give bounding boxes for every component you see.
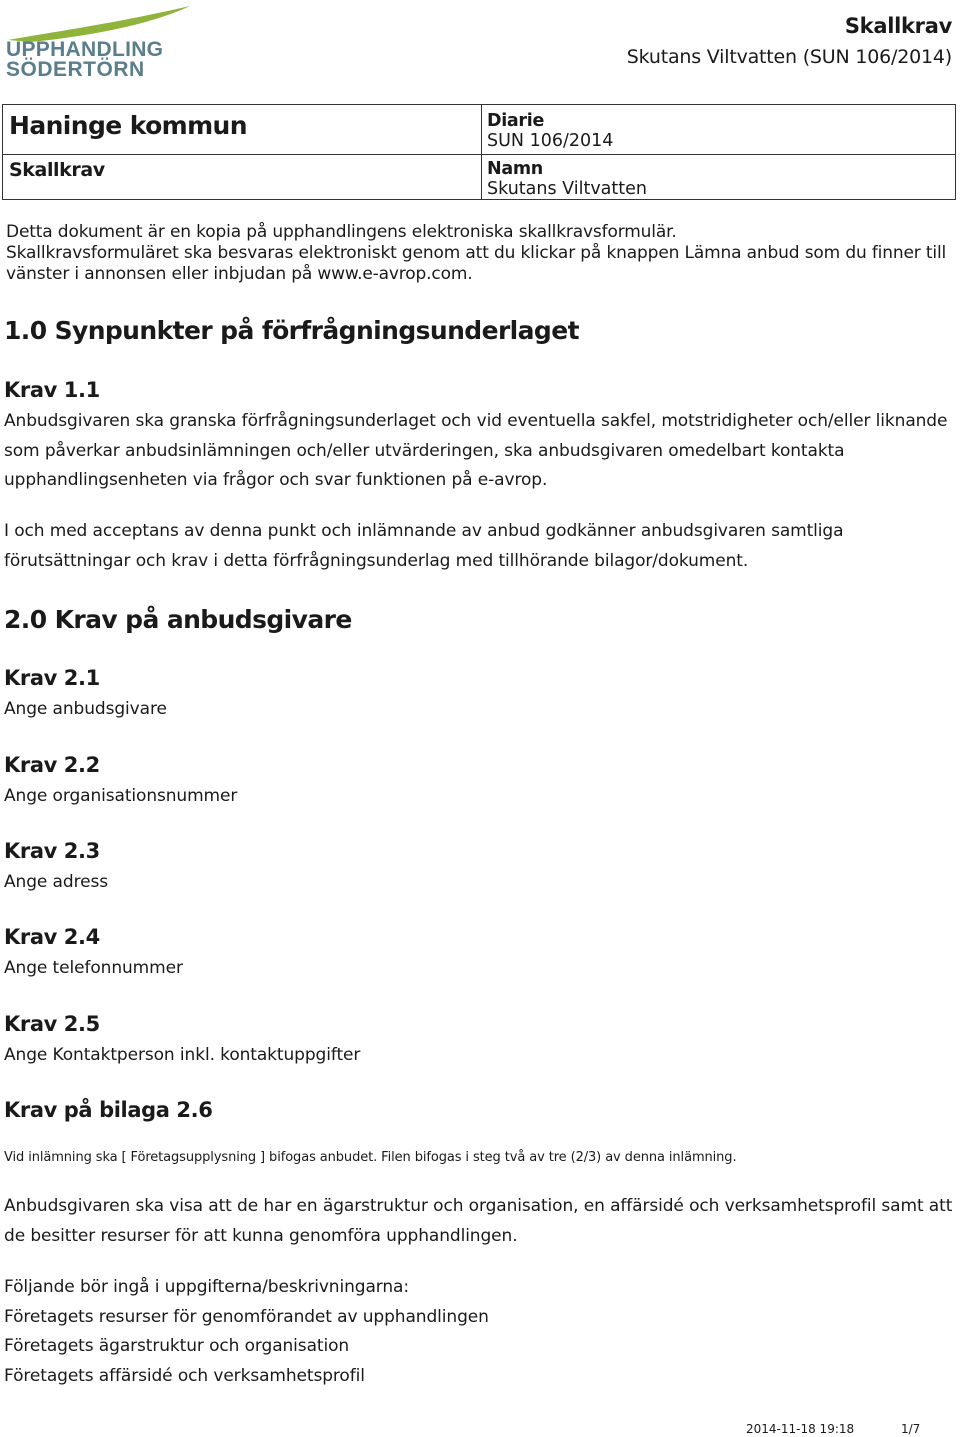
krav-2-1-text: Ange anbudsgivare	[4, 699, 167, 719]
krav-2-2-title: Krav 2.2	[4, 753, 100, 777]
logo-line2: SÖDERTÖRN	[6, 58, 145, 78]
section2-heading: 2.0 Krav på anbudsgivare	[4, 605, 352, 634]
footer-page-number: 1/7	[901, 1422, 921, 1436]
krav-2-2-text: Ange organisationsnummer	[4, 786, 238, 806]
info-box-divider-left	[3, 154, 481, 155]
logo-line1: UPPHANDLING	[6, 38, 164, 61]
krav-2-4-title: Krav 2.4	[4, 925, 100, 949]
krav-2-4-text: Ange telefonnummer	[4, 958, 183, 978]
krav-2-5-title: Krav 2.5	[4, 1012, 100, 1036]
list-item: Företagets ägarstruktur och organisation	[4, 1336, 350, 1356]
namn-label: Namn	[487, 159, 543, 179]
krav-1-1-text2: I och med acceptans av denna punkt och inlämnande av anbud godkänner anbudsgivaren samtliga förutsättningar och krav i detta förfrågningsunderlag med tillhörande bilagor/dokument.	[4, 521, 844, 571]
krav-2-5-text: Ange Kontaktperson inkl. kontaktuppgifter	[4, 1045, 361, 1065]
document-type: Skallkrav	[9, 159, 105, 181]
upphandling-sodertorn-logo	[2, 2, 192, 78]
krav-1-1-text1: Anbudsgivaren ska granska förfrågningsunderlaget och vid eventuella sakfel, motstridigheter och/eller liknande som påverkar anbudsinlämningen och/eller utvärderingen, ska anbudsgivaren omedelbart kontakta upphandlingsenheten via frågor och svar funktionen på e-avrop.	[4, 411, 948, 490]
diarie-cell	[487, 111, 613, 151]
namn-cell	[487, 159, 647, 199]
bilaga-text: Anbudsgivaren ska visa att de har en ägarstruktur och organisation, en affärsidé och verksamhetsprofil samt att de besitter resurser för att kunna genomföra upphandlingen.	[4, 1196, 953, 1246]
footer-timestamp: 2014-11-18 19:18	[746, 1422, 855, 1436]
namn-value: Skutans Viltvatten	[487, 179, 647, 199]
diarie-value: SUN 106/2014	[487, 131, 614, 151]
document-info-box	[2, 104, 956, 200]
bilaga-list-intro: Följande bör ingå i uppgifterna/beskrivningarna:	[4, 1277, 409, 1297]
krav-2-1-title: Krav 2.1	[4, 666, 100, 690]
header-title: Skallkrav	[844, 14, 952, 38]
intro-line1: Detta dokument är en kopia på upphandlingens elektroniska skallkravsformulär.	[6, 222, 677, 242]
page-header	[627, 14, 952, 68]
info-box-divider	[481, 105, 482, 199]
krav-2-3-title: Krav 2.3	[4, 839, 100, 863]
krav-2-3-text: Ange adress	[4, 872, 108, 892]
diarie-label: Diarie	[487, 111, 545, 131]
list-item: Företagets affärsidé och verksamhetsprofil	[4, 1366, 365, 1386]
bilaga-note: Vid inlämning ska [ Företagsupplysning ] bifogas anbudet. Filen bifogas i steg två av tre (2/3) av denna inlämning.	[4, 1150, 737, 1165]
organization-name: Haninge kommun	[9, 111, 247, 140]
intro-line2: Skallkravsformuläret ska besvaras elektroniskt genom att du klickar på knappen Lämna anbud som du finner till vänster i annonsen eller inbjudan på www.e-avrop.com.	[6, 243, 947, 284]
header-subtitle: Skutans Viltvatten (SUN 106/2014)	[626, 46, 952, 68]
list-item: Företagets resurser för genomförandet av upphandlingen	[4, 1307, 489, 1327]
logo-leaf-swoosh	[8, 6, 190, 42]
section1-heading: 1.0 Synpunkter på förfrågningsunderlaget	[4, 316, 579, 345]
intro-text	[6, 222, 954, 285]
info-box-divider-right	[481, 154, 955, 155]
krav-bilaga-2-6-title: Krav på bilaga 2.6	[4, 1098, 213, 1122]
krav-1-1-title: Krav 1.1	[4, 378, 100, 402]
